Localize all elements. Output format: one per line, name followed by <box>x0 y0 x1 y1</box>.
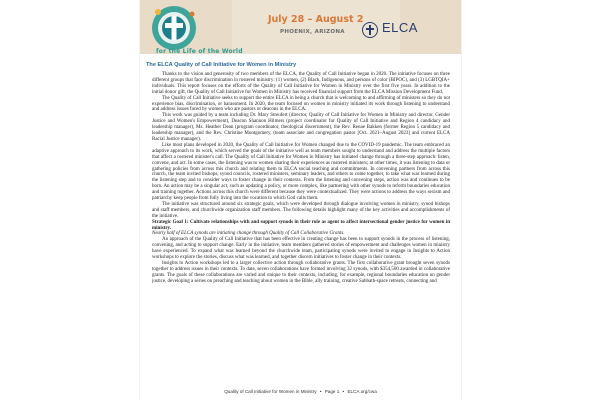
document-page <box>140 0 461 400</box>
event-location: PHOENIX, ARIZONA <box>280 29 345 35</box>
page-footer <box>140 389 461 394</box>
elca-cross-icon <box>362 22 378 38</box>
event-date: July 28 – August 2 <box>268 14 364 25</box>
body-paragraph: The Quality of Call Initiative seeks to support the entire ELCA in being a church that is welcoming to and affirming of ministers so they do not experience bias, discrimination, or harassment. In 2020, the team focused on women in ministry initiated its work through listening to understand and address issues faced by women who are pastors or deacons in the ELCA. <box>152 95 450 113</box>
strategic-goal-subheading: Nearly half of ELCA synods are initiating change through Quality of Call Collaborative Grants. <box>152 231 345 237</box>
document-body <box>152 72 450 285</box>
strategic-goal-heading: Strategic Goal 1: Cultivate relationships with and support synods in their role as agent to affect intersectional gender justice for women in ministry. <box>152 219 450 231</box>
body-paragraph: An approach of the Quality of Call Initiative that has been effective in creating change has been to support synods in the process of listening, convening, and acting to support change. Early in the initiative, team members gathered stories of empowerment and challenges women in ministry have experienced. To expand what was learned beyond the churchwide team, participating synods were invited to engage in Insights to Action workshops to explore the stories, discuss what was learned, and together discern initiatives to foster change in their contexts. <box>152 237 450 261</box>
body-paragraph: This work was guided by a team including Dr. Mary Streufert (director, Quality of Call Initiative for Women in Ministry and director, Gender Justice and Women's Empowerment), Deacon Shannon Hilmers (project coordinator for Quality of Call Initiative and Region 4 candidacy and leadership manager), Ms. Heather Dean (program coordinator, theological discernment), the Rev. Renae Bakken (former Region 5 candidacy and leadership manager), and the Rev. Christine Montgomery, (team associate and congregation pastor [Oct. 2021–August 2023] and current ELCA Racial Justice manager). <box>152 113 450 142</box>
elca-logo-text: ELCA <box>382 20 418 35</box>
logo-arc-text: for the Life of the World <box>156 48 243 55</box>
footer-separator: • <box>319 389 322 394</box>
footer-separator: • <box>342 389 345 394</box>
document-title: The ELCA Quality of Call Initiative for Women in Ministry <box>146 62 297 68</box>
body-paragraph: The initiative was structured around six strategic goals, which were developed through dialogue involving women in ministry, synod bishops and staff members, and churchwide organization staff members. The following details highlight many of the key activities and accomplishments of the initiative. <box>152 201 450 219</box>
footer-doc-name: Quality of Call Initiative for Women in Ministry <box>224 389 317 394</box>
footer-website-link[interactable]: ELCA.org/cwa <box>347 389 377 394</box>
footer-page-number: Page 1 <box>324 389 340 394</box>
body-paragraph: Thanks to the vision and generosity of two members of the ELCA, the Quality of Call Initiative began in 2020. The initiative focuses on three different groups that face discrimination in rostered ministry: (1) women, (2) Black, Indigenous, and persons of color (BIPOC), and (3) LGBTQIA+ individuals. This report focuses on the efforts of the Quality of Call Initiative for Women in Ministry over the first five years. In addition to the initial donor gift, the Quality of Call Initiative for Women in Ministry has received financial support from the ELCA Mission Development Fund. <box>152 72 450 95</box>
body-paragraph: Insights to Action workshops led to a larger collective action through collaborative grants. The first collaborative grant brought seven synods together to address issues in their contexts. To date, seven collaborations have formed involving 32 synods, with $354,500 awarded in collaborative grants. The goals of these collaborations are varied and unique to their contexts, including, for example, regional boundaries education on gender justice, developing a series on preaching and teaching about women in the Bible, ally training, creative Sabbath-space retreats, connecting and <box>152 261 450 284</box>
body-paragraph: Like most plans developed in 2020, the Quality of Call Initiative for Women changed due to the COVID-19 pandemic. The team embraced an adaptive approach to its work, which served the goals of the initiative well as team members sought to understand and address the multiple factors that affect a rostered minister's call. The Quality of Call Initiative for Women in Ministry has initiated change through a three-step approach: listen, convene, and act. In some cases, the listening was to women sharing their experiences as rostered ministers; at other times, it was listening to data or gathering policies from across this church and relating them to ELCA social teaching and commitments. In convening partners from across this church, the team invited bishops, synod councils, rostered ministers, seminary leaders, and others to come together, to take what was learned during the listening step and to consider ways to foster change in their contexts. From the listening and convening steps, action was and continues to be born. An action may be a singular act, such as updating a policy, or more complex, like partnering with other synods to reform boundaries education and training together. Actions across this church were different because they were contextualized. They were actions to address the ways sexism and patriarchy keep people from fully living into the vocation to which God calls them. <box>152 142 450 202</box>
